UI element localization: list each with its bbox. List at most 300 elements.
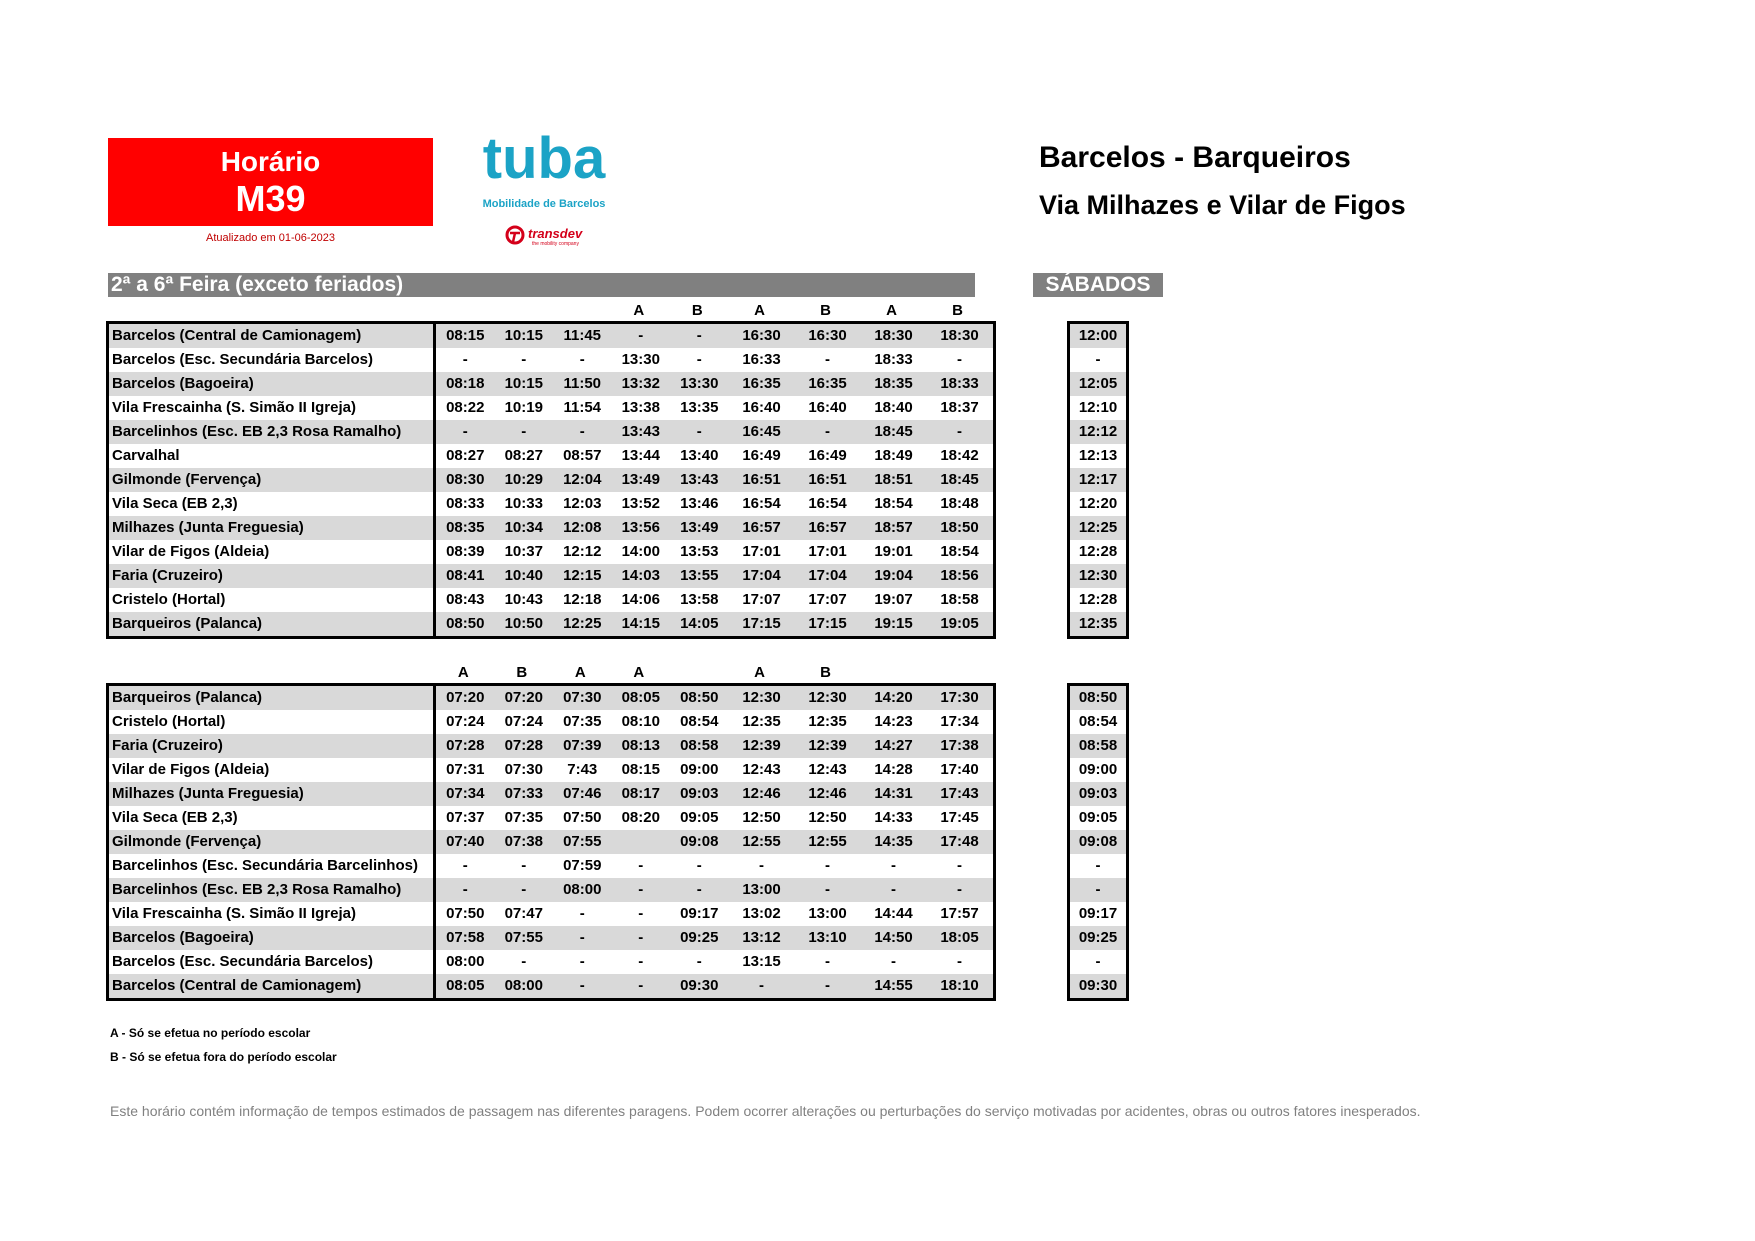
saturday-time: 08:50 xyxy=(1078,689,1118,706)
departure-time: 18:05 xyxy=(940,929,979,946)
departure-time: 13:30 xyxy=(621,351,660,368)
line-code: M39 xyxy=(235,178,306,219)
saturday-row xyxy=(1070,854,1126,878)
departure-time: - xyxy=(638,905,644,922)
departure-time: 16:35 xyxy=(742,375,781,392)
departure-time: - xyxy=(696,327,702,344)
departure-time xyxy=(612,830,671,854)
departure-time: - xyxy=(462,857,468,874)
departure-time: 12:50 xyxy=(742,809,781,826)
table-row xyxy=(109,444,993,468)
stop-name: Barcelos (Bagoeira) xyxy=(109,926,436,950)
departure-time: 17:01 xyxy=(808,543,847,560)
departure-time: 16:45 xyxy=(742,423,781,440)
departure-time: 13:32 xyxy=(621,375,660,392)
trip-note: B xyxy=(820,664,831,681)
saturday-row xyxy=(1070,806,1126,830)
departure-time: 08:17 xyxy=(621,785,660,802)
departure-time: - xyxy=(957,881,962,898)
trip-note: A xyxy=(633,302,645,319)
departure-time: 14:50 xyxy=(874,929,913,946)
route-via: Via Milhazes e Vilar de Figos xyxy=(1039,190,1406,220)
departure-time: - xyxy=(957,423,962,440)
departure-time: 13:40 xyxy=(680,447,719,464)
saturday-section-header: SÁBADOS xyxy=(1033,273,1163,297)
departure-time: 13:15 xyxy=(742,953,781,970)
trip-note: B xyxy=(952,302,963,319)
saturday-row xyxy=(1070,950,1126,974)
departure-time: 10:15 xyxy=(504,327,543,344)
departure-time: 14:28 xyxy=(874,761,913,778)
departure-time: 08:50 xyxy=(680,689,719,706)
saturday-row xyxy=(1070,926,1126,950)
departure-time: 07:50 xyxy=(446,905,485,922)
saturday-row xyxy=(1070,468,1126,492)
departure-time: 14:20 xyxy=(874,689,913,706)
saturday-time: 08:58 xyxy=(1078,737,1118,754)
saturday-row xyxy=(1070,516,1126,540)
departure-time: 08:41 xyxy=(446,567,485,584)
departure-time: 18:30 xyxy=(940,327,979,344)
departure-time: 18:30 xyxy=(874,327,913,344)
stop-name: Milhazes (Junta Freguesia) xyxy=(109,516,436,540)
departure-time: 18:54 xyxy=(940,543,979,560)
departure-time: 08:27 xyxy=(504,447,543,464)
departure-time: 08:05 xyxy=(446,977,485,994)
departure-time: 08:57 xyxy=(563,447,602,464)
departure-time: 07:20 xyxy=(446,689,485,706)
departure-time: 13:44 xyxy=(621,447,660,464)
table-row xyxy=(109,396,993,420)
departure-time: 07:46 xyxy=(563,785,602,802)
departure-time: 11:45 xyxy=(563,327,602,344)
departure-time: 17:45 xyxy=(940,809,979,826)
departure-time: 07:33 xyxy=(504,785,543,802)
departure-time: 13:56 xyxy=(621,519,660,536)
departure-time: - xyxy=(891,881,896,898)
departure-time: 17:30 xyxy=(940,689,979,706)
departure-time: - xyxy=(521,857,527,874)
departure-time: - xyxy=(696,857,702,874)
departure-time: 09:03 xyxy=(680,785,719,802)
departure-time: 17:15 xyxy=(808,615,847,632)
departure-time: 08:54 xyxy=(680,713,719,730)
departure-time: 13:53 xyxy=(680,543,719,560)
table-row xyxy=(109,348,993,372)
svg-text:tuba: tuba xyxy=(482,132,606,191)
stop-name: Milhazes (Junta Freguesia) xyxy=(109,782,436,806)
departure-time: - xyxy=(579,423,585,440)
departure-time: 17:07 xyxy=(808,591,847,608)
table-row xyxy=(109,372,993,396)
departure-time: 19:04 xyxy=(874,567,913,584)
inbound-timetable xyxy=(106,683,996,1001)
departure-time: 07:30 xyxy=(563,689,602,706)
departure-time: 18:57 xyxy=(874,519,913,536)
stop-name: Barcelos (Central de Camionagem) xyxy=(109,324,436,348)
departure-time: 16:51 xyxy=(742,471,781,488)
stop-name: Gilmonde (Fervença) xyxy=(109,830,436,854)
departure-time: 17:04 xyxy=(742,567,781,584)
departure-time: 12:46 xyxy=(742,785,781,802)
saturday-time: 12:17 xyxy=(1078,471,1118,488)
table-row xyxy=(109,564,993,588)
trip-note xyxy=(551,301,610,321)
saturday-time: 12:12 xyxy=(1078,423,1118,440)
departure-time: - xyxy=(462,423,468,440)
departure-time: 07:34 xyxy=(446,785,485,802)
departure-time: - xyxy=(957,857,962,874)
departure-time: 13:49 xyxy=(680,519,719,536)
departure-time: - xyxy=(579,905,585,922)
table-row xyxy=(109,612,993,636)
departure-time: 18:54 xyxy=(874,495,913,512)
departure-time: 14:35 xyxy=(874,833,913,850)
table-row xyxy=(109,950,993,974)
departure-time: 13:55 xyxy=(680,567,719,584)
saturday-time: 12:28 xyxy=(1078,543,1118,560)
departure-time: 08:15 xyxy=(621,761,660,778)
departure-time: 08:10 xyxy=(621,713,660,730)
departure-time: - xyxy=(638,977,644,994)
saturday-row xyxy=(1070,974,1126,998)
departure-time: - xyxy=(462,881,468,898)
saturday-row xyxy=(1070,348,1126,372)
departure-time: 18:45 xyxy=(940,471,979,488)
departure-time: 07:20 xyxy=(504,689,543,706)
table-row xyxy=(109,540,993,564)
departure-time: 16:57 xyxy=(808,519,847,536)
departure-time: 18:56 xyxy=(940,567,979,584)
departure-time: 07:59 xyxy=(563,857,602,874)
departure-time: - xyxy=(579,953,585,970)
table-row xyxy=(109,854,993,878)
departure-time: 14:15 xyxy=(621,615,660,632)
departure-time: 18:48 xyxy=(940,495,979,512)
departure-time: 09:17 xyxy=(680,905,719,922)
trip-note: A xyxy=(574,664,586,681)
stop-name: Vila Seca (EB 2,3) xyxy=(109,492,436,516)
saturday-time: 12:35 xyxy=(1078,615,1118,632)
legend-a: A - Só se efetua no período escolar xyxy=(110,1026,311,1040)
departure-time: 17:07 xyxy=(742,591,781,608)
departure-time: 12:46 xyxy=(808,785,847,802)
departure-time: 13:49 xyxy=(621,471,660,488)
table-row xyxy=(109,710,993,734)
departure-time: 08:50 xyxy=(446,615,485,632)
departure-time: - xyxy=(825,857,830,874)
departure-time: - xyxy=(696,351,702,368)
outbound-timetable xyxy=(106,321,996,639)
table-row xyxy=(109,830,993,854)
departure-time: - xyxy=(825,977,830,994)
departure-time: - xyxy=(825,423,830,440)
departure-time: - xyxy=(521,953,527,970)
departure-time: 18:42 xyxy=(940,447,979,464)
departure-time: 07:31 xyxy=(446,761,485,778)
saturday-row xyxy=(1070,564,1126,588)
saturday-row xyxy=(1070,324,1126,348)
saturday-time: 12:20 xyxy=(1078,495,1118,512)
stop-name: Faria (Cruzeiro) xyxy=(109,734,436,758)
saturday-row xyxy=(1070,588,1126,612)
departure-time: 18:58 xyxy=(940,591,979,608)
stop-name: Gilmonde (Fervença) xyxy=(109,468,436,492)
departure-time: 07:55 xyxy=(563,833,602,850)
departure-time: 10:40 xyxy=(504,567,543,584)
departure-time: 18:50 xyxy=(940,519,979,536)
departure-time: 08:58 xyxy=(680,737,719,754)
departure-time: 14:27 xyxy=(874,737,913,754)
departure-time: - xyxy=(638,929,644,946)
departure-time: 09:08 xyxy=(680,833,719,850)
departure-time: 14:23 xyxy=(874,713,913,730)
weekday-section-header: 2ª a 6ª Feira (exceto feriados) xyxy=(108,273,975,297)
table-row xyxy=(109,516,993,540)
departure-time: - xyxy=(825,953,830,970)
table-row xyxy=(109,492,993,516)
departure-time: 13:58 xyxy=(680,591,719,608)
departure-time: 16:49 xyxy=(742,447,781,464)
route-title: Barcelos - Barqueiros xyxy=(1039,141,1351,174)
trip-note: A xyxy=(633,664,645,681)
saturday-row xyxy=(1070,830,1126,854)
departure-time: 12:43 xyxy=(808,761,847,778)
saturday-time: 09:00 xyxy=(1078,761,1118,778)
departure-time: 08:18 xyxy=(446,375,485,392)
departure-time: 19:05 xyxy=(940,615,979,632)
departure-time: 10:50 xyxy=(504,615,543,632)
trip-note xyxy=(668,663,727,683)
departure-time: - xyxy=(638,953,644,970)
departure-time: 07:28 xyxy=(504,737,543,754)
departure-time: - xyxy=(521,423,527,440)
departure-time: - xyxy=(579,351,585,368)
stop-name: Vila Frescainha (S. Simão II Igreja) xyxy=(109,902,436,926)
operator-name: transdev xyxy=(528,226,583,241)
departure-time: 18:33 xyxy=(874,351,913,368)
departure-time: 17:43 xyxy=(940,785,979,802)
departure-time: 09:05 xyxy=(680,809,719,826)
departure-time: 07:58 xyxy=(446,929,485,946)
departure-time: 12:39 xyxy=(808,737,847,754)
operator-tagline: the mobility company xyxy=(532,241,579,247)
trip-note: A xyxy=(457,664,469,681)
departure-time: 12:50 xyxy=(808,809,847,826)
departure-time: 07:50 xyxy=(563,809,602,826)
updated-date: Atualizado em 01-06-2023 xyxy=(205,232,336,244)
trip-note: B xyxy=(820,302,831,319)
transdev-logo xyxy=(504,224,614,250)
stop-name: Vila Frescainha (S. Simão II Igreja) xyxy=(109,396,436,420)
departure-time: 12:55 xyxy=(808,833,847,850)
trip-note: B xyxy=(516,664,528,681)
stop-name: Barcelinhos (Esc. EB 2,3 Rosa Ramalho) xyxy=(109,878,436,902)
departure-time: 17:34 xyxy=(940,713,979,730)
departure-time: 07:37 xyxy=(446,809,485,826)
departure-time: 18:35 xyxy=(874,375,913,392)
saturday-time: 12:13 xyxy=(1078,447,1118,464)
outbound-saturday-timetable xyxy=(1067,321,1129,639)
stop-name: Carvalhal xyxy=(109,444,436,468)
departure-time: 07:35 xyxy=(563,713,602,730)
departure-time: 08:33 xyxy=(446,495,485,512)
departure-time: - xyxy=(696,423,702,440)
saturday-time: 09:25 xyxy=(1078,929,1118,946)
departure-time: 16:33 xyxy=(742,351,781,368)
table-row xyxy=(109,588,993,612)
table-row xyxy=(109,468,993,492)
departure-time: 12:43 xyxy=(742,761,781,778)
disclaimer: Este horário contém informação de tempos estimados de passagem nas diferentes paragens. Podem ocorrer alterações ou perturbações do serviço motivadas por acidentes, obras ou outros fatores inesperados. xyxy=(110,1103,1421,1119)
trip-note xyxy=(434,301,493,321)
saturday-time: 09:05 xyxy=(1078,809,1118,826)
saturday-row xyxy=(1070,758,1126,782)
departure-time: 17:40 xyxy=(940,761,979,778)
departure-time: 08:05 xyxy=(621,689,660,706)
inbound-saturday-timetable xyxy=(1067,683,1129,1001)
departure-time: 7:43 xyxy=(567,761,598,778)
departure-time: 12:39 xyxy=(742,737,781,754)
departure-time: 13:35 xyxy=(680,399,719,416)
stop-name: Barcelos (Esc. Secundária Barcelos) xyxy=(109,348,436,372)
saturday-row xyxy=(1070,372,1126,396)
departure-time: - xyxy=(957,351,962,368)
departure-time: 09:00 xyxy=(680,761,719,778)
saturday-time: 12:00 xyxy=(1078,327,1118,344)
departure-time: - xyxy=(521,351,527,368)
saturday-time: - xyxy=(1095,953,1101,970)
departure-time: 08:43 xyxy=(446,591,485,608)
departure-time: 07:30 xyxy=(504,761,543,778)
trip-note: B xyxy=(691,302,703,319)
departure-time: 08:39 xyxy=(446,543,485,560)
table-row xyxy=(109,420,993,444)
trip-note: A xyxy=(886,302,897,319)
departure-time: 13:46 xyxy=(680,495,719,512)
table-row xyxy=(109,686,993,710)
departure-time: 12:30 xyxy=(742,689,781,706)
departure-time: 09:30 xyxy=(680,977,719,994)
departure-time: 18:33 xyxy=(940,375,979,392)
departure-time: 16:30 xyxy=(808,327,847,344)
departure-time: 16:35 xyxy=(808,375,847,392)
departure-time: 07:47 xyxy=(504,905,543,922)
departure-time: 13:10 xyxy=(808,929,847,946)
brand-subtitle: Mobilidade de Barcelos xyxy=(482,198,606,210)
table-row xyxy=(109,806,993,830)
departure-time: 13:43 xyxy=(680,471,719,488)
departure-time: - xyxy=(638,857,644,874)
departure-time: 13:12 xyxy=(742,929,781,946)
departure-time: 14:03 xyxy=(621,567,660,584)
stop-name: Barqueiros (Palanca) xyxy=(109,612,436,636)
saturday-time: - xyxy=(1095,857,1101,874)
departure-time: 17:15 xyxy=(742,615,781,632)
departure-time: 12:04 xyxy=(563,471,602,488)
departure-time: 12:12 xyxy=(563,543,602,560)
departure-time: - xyxy=(759,977,764,994)
departure-time: 14:55 xyxy=(874,977,913,994)
departure-time: 08:22 xyxy=(446,399,485,416)
departure-time: 14:06 xyxy=(621,591,660,608)
schedule-label: Horário xyxy=(220,146,321,177)
departure-time: 12:03 xyxy=(563,495,602,512)
table-row xyxy=(109,734,993,758)
trip-note: A xyxy=(754,302,765,319)
stop-name: Vilar de Figos (Aldeia) xyxy=(109,540,436,564)
table-row xyxy=(109,878,993,902)
departure-time: 07:28 xyxy=(446,737,485,754)
departure-time: 14:44 xyxy=(874,905,913,922)
departure-time: 13:43 xyxy=(621,423,660,440)
outbound-notes-row xyxy=(434,301,991,321)
legend-b: B - Só se efetua fora do período escolar xyxy=(110,1050,337,1064)
table-row xyxy=(109,758,993,782)
trip-note: A xyxy=(754,664,765,681)
saturday-row xyxy=(1070,902,1126,926)
departure-time: - xyxy=(759,857,764,874)
saturday-row xyxy=(1070,396,1126,420)
table-row xyxy=(109,782,993,806)
transdev-swirl-icon xyxy=(504,224,526,246)
departure-time: 10:37 xyxy=(504,543,543,560)
departure-time: 16:54 xyxy=(742,495,781,512)
departure-time: 16:49 xyxy=(808,447,847,464)
departure-time: 12:35 xyxy=(808,713,847,730)
departure-time: 14:00 xyxy=(621,543,660,560)
departure-time: 10:34 xyxy=(504,519,543,536)
saturday-time: 08:54 xyxy=(1078,713,1118,730)
departure-time: 14:05 xyxy=(680,615,719,632)
departure-time: 17:38 xyxy=(940,737,979,754)
departure-time: 12:18 xyxy=(563,591,602,608)
stop-name: Vila Seca (EB 2,3) xyxy=(109,806,436,830)
departure-time: 18:51 xyxy=(874,471,913,488)
trip-note xyxy=(925,663,991,683)
departure-time: 07:24 xyxy=(446,713,485,730)
departure-time: - xyxy=(638,881,644,898)
departure-time: 08:20 xyxy=(621,809,660,826)
stop-name: Vilar de Figos (Aldeia) xyxy=(109,758,436,782)
departure-time: - xyxy=(696,881,702,898)
table-row xyxy=(109,324,993,348)
departure-time: 11:54 xyxy=(563,399,602,416)
trip-note xyxy=(859,663,925,683)
tuba-logo-icon xyxy=(444,132,644,194)
saturday-time: 09:30 xyxy=(1078,977,1118,994)
departure-time: 08:27 xyxy=(446,447,485,464)
departure-time: 17:48 xyxy=(940,833,979,850)
departure-time: 14:33 xyxy=(874,809,913,826)
departure-time: 12:08 xyxy=(563,519,602,536)
saturday-row xyxy=(1070,420,1126,444)
table-row xyxy=(109,902,993,926)
departure-time: 08:15 xyxy=(446,327,485,344)
departure-time: 08:00 xyxy=(563,881,602,898)
departure-time: - xyxy=(891,953,896,970)
saturday-time: 09:03 xyxy=(1078,785,1118,802)
departure-time: 07:35 xyxy=(504,809,543,826)
departure-time: 13:38 xyxy=(621,399,660,416)
departure-time: - xyxy=(638,327,644,344)
stop-name: Barcelos (Bagoeira) xyxy=(109,372,436,396)
departure-time: 11:50 xyxy=(563,375,602,392)
departure-time: 10:15 xyxy=(504,375,543,392)
departure-time: 07:40 xyxy=(446,833,485,850)
saturday-time: 12:10 xyxy=(1078,399,1118,416)
departure-time: - xyxy=(825,351,830,368)
